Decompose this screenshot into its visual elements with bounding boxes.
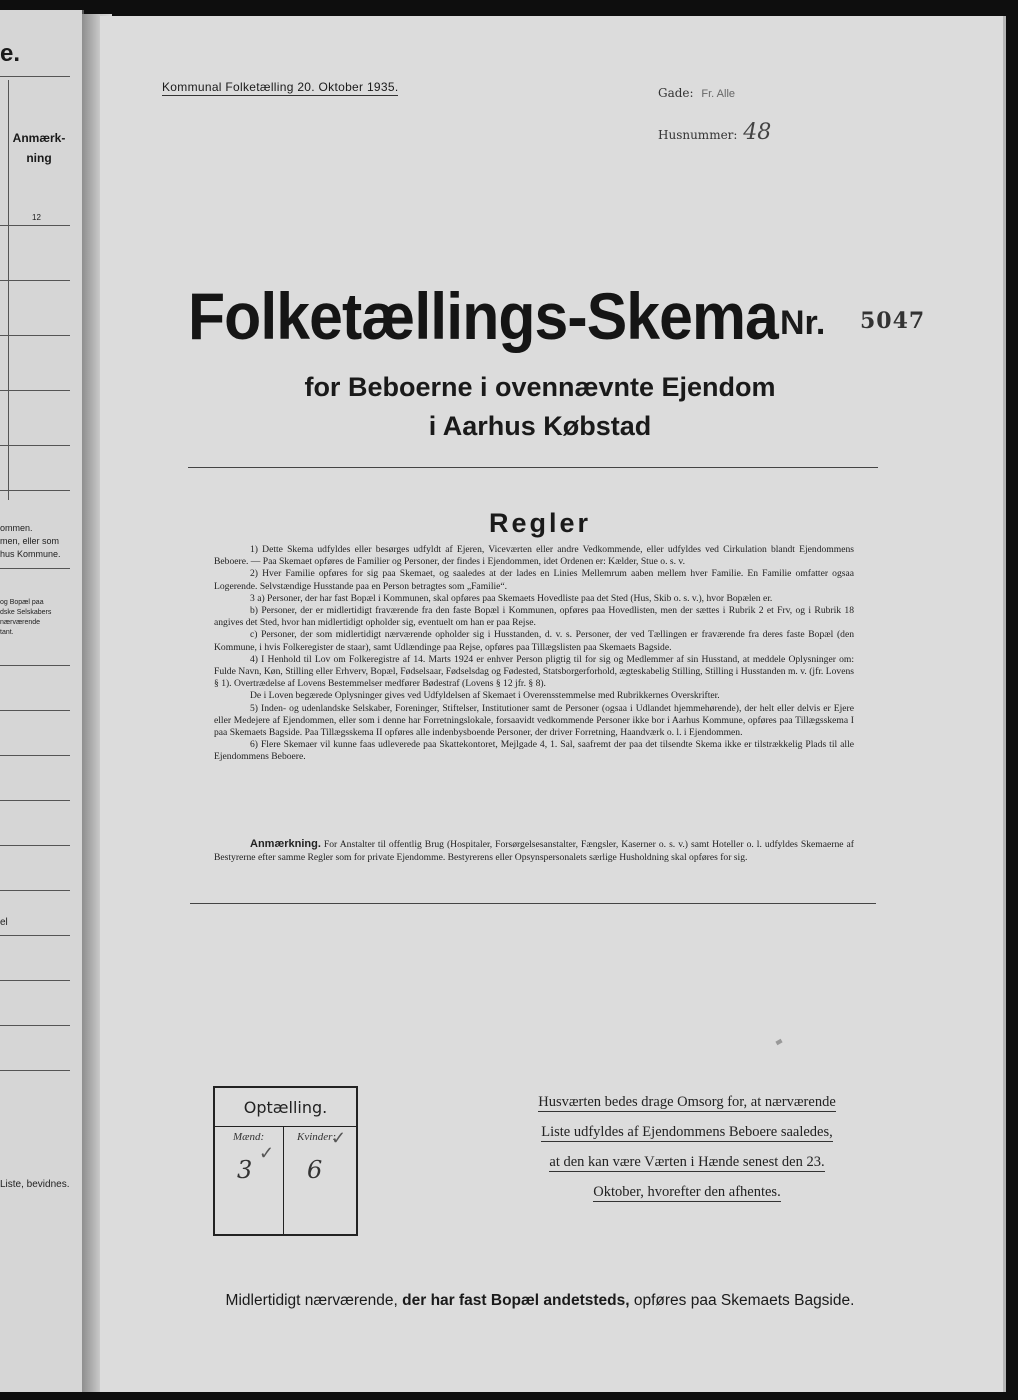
left-page-rule [0,225,70,226]
notice-line: at den kan være Værten i Hænde senest den 23. [549,1154,825,1170]
notice-line: Husværten bedes drage Omsorg for, at nærværende [538,1094,836,1110]
rule-paragraph: De i Loven begærede Oplysninger gives ved Udfyldelsen af Skemaet i Overensstemmelse med Rubrikkernes Overskrifter. [250,690,720,702]
maend-count: 3 [237,1156,253,1184]
left-page-rule [0,1070,70,1071]
left-page-column-number: 12 [32,213,41,222]
subtitle-aarhus: i Aarhus Købstad [428,411,652,441]
left-page-column-title: Anmærk- ning [12,131,66,165]
subtitle-beboerne: for Beboerne i ovennævnte Ejendom [304,372,776,402]
left-page-rule [0,445,70,446]
gade-field [658,86,735,100]
left-page-rule [0,76,70,77]
rule-paragraph: c) Personer, der som midlertidigt nærværende opholder sig i Husstanden, d. v. s. Personer, der ved Tællingen er fraværende fra deres faste Bopæl (den Kommune, i hvis Folkeregister de staar), samt Udlændinge paa Rejse, opføres paa Tillægslisten paa Skemaets Bagside. [214,629,854,653]
left-page-rule [0,490,70,491]
left-page-rule [0,710,70,711]
maend-label: Mænd: [233,1131,265,1143]
left-page-note: Liste, bevidnes. [0,1179,70,1190]
left-page-rule [0,980,70,981]
gade-label: Gade: [658,86,694,100]
nr-label: Nr. [780,304,826,342]
bottom-note-part: opføres paa Skemaets Bagside. [633,1292,855,1309]
left-page-rule [0,935,70,936]
optaelling-title: Optælling. [243,1098,328,1117]
rule-paragraph: 5) Inden- og udenlandske Selskaber, Foreninger, Stiftelser, Institutioner samt de Personer (ogsaa i Udlandet hjemmehørende), der helt eller delvis er Ejere eller Medejere af Ejendommen, eller som i denne har Forretningslokale, forsaavidt vedkommende Personer ikke bor i Aarhus Kommune, opføres paa Tillægsskema I paa Skemaets Bagside. Paa Tillægsskema II opføres alle indenbysboende Personer, der driver Forretning, Haandværk o. l. i Ejendommen. [214,702,854,739]
paper-mark [775,1039,782,1045]
divider [190,903,876,904]
left-page-rule [0,335,70,336]
left-page-rule [0,1025,70,1026]
form-title: Folketællings-Skema [188,279,778,353]
rule-paragraph: 4) I Henhold til Lov om Folkeregistre af 14. Marts 1924 er enhver Person pligtig til for sig og Medlemmer af sin Husstand, at meddele Oplysninger om: Fulde Navn, Køn, Stilling eller Erhverv, Bopæl, Fødselsaar, Fødselsdag og Fødested, Statsborgerforhold, ægteskabelig Stilling, Stilling i Husstanden m. v. (jfr. Lovens § 1). Overtrædelse af Lovens Bestemmelser medfører Bødestraf (Lovens § 12 jfr. § 8). [214,653,854,690]
left-page-rule [0,890,70,891]
bottom-note-part: Midlertidigt nærværende, [225,1292,398,1309]
kommunal-header: Kommunal Folketælling 20. Oktober 1935. [162,80,399,94]
kvinder-label: Kvinder: [297,1131,337,1143]
left-page-rule [0,755,70,756]
left-page-rule [0,800,70,801]
kvinder-count: 6 [307,1156,323,1184]
skema-number: 5047 [860,308,926,334]
rule-paragraph: 3 a) Personer, der har fast Bopæl i Kommunen, skal opføres paa Skemaets Hovedliste paa det Sted (Hus, Skib o. s. v.), hvor Bopælen er. [250,592,773,604]
optaelling-box [213,1086,358,1236]
left-page-note: og Bopæl paa dske Selskabers nærværende tant. [0,599,52,636]
notice-line: Liste udfyldes af Ejendommens Beboere saaledes, [541,1124,833,1140]
left-page-header-fragment: e. [0,40,21,67]
regler-text [214,544,854,764]
divider [188,467,878,468]
check-icon: ✓ [331,1128,347,1148]
husnummer-label: Husnummer: [658,128,738,142]
rule-paragraph: 2) Hver Familie opføres for sig paa Skemaet, og saaledes at der lades en Linies Mellemrum aaben mellem hver Familie. En Familie omfatter ogsaa Logerende. Selvstændige Husstande paa en Person betragtes som „Familie“. [214,568,854,592]
optaelling-column-divider [283,1126,284,1234]
optaelling-divider [215,1126,356,1127]
notice-line: Oktober, hvorefter den afhentes. [593,1184,781,1200]
husnummer-field [658,120,771,145]
left-page-note: el [0,917,8,928]
anmaerkning-note [214,838,854,864]
check-icon: ✓ [259,1143,275,1163]
gade-value: Fr. Alle [701,88,736,100]
rule-paragraph: 1) Dette Skema udfyldes eller besørges udfyldt af Ejeren, Viceværten eller andre Vedkommende, eller udfyldes ved Cirkulation blandt Ejendommens Beboere. — Paa Skemaet opføres de Familier og Personer, der findes i Ejendommen, idet Ordenen er: Kælder, Stue o. s. v. [214,544,854,568]
left-page-rule [0,665,70,666]
bottom-note [100,1292,980,1310]
rule-paragraph: b) Personer, der er midlertidigt fraværende fra den faste Bopæl i Kommunen, opføres paa Hovedlisten, men der sættes i Rubrik 2 et Frv, og i Rubrik 18 angives det Sted, hvor han midlertidigt opholder sig, eventuelt om han er paa Rejse. [214,605,854,629]
left-page-rule [0,568,70,569]
husvaerten-notice [512,1094,862,1214]
left-page-rule [0,845,70,846]
rule-paragraph: 6) Flere Skemaer vil kunne faas udleverede paa Skattekontoret, Mejlgade 4, 1. Sal, saafremt der paa det tilsendte Skema ikke er tilstrækkelig Plads til alle Ejendommens Beboere. [214,739,854,763]
adjacent-left-page [0,10,84,1392]
left-page-rule [0,280,70,281]
anmaerkning-text: For Anstalter til offentlig Brug (Hospitaler, Forsørgelsesanstalter, Fængsler, Kaserner o. s. v.) samt Hoteller o. l. udfyldes Skemaerne af Bestyrerne efter samme Regler som for private Ejendomme. Bestyrerens eller Opsynspersonalets særlige Husholdning skal opføres for sig. [214,839,854,863]
husnummer-value: 48 [743,120,772,145]
bottom-note-emphasis: der har fast Bopæl andetsteds, [402,1292,630,1309]
regler-heading: Regler [488,508,592,538]
anmaerkning-label: Anmærkning. [250,838,321,850]
left-page-note: ommen. men, eller som hus Kommune. [0,523,61,559]
left-page-column-line [8,80,9,500]
census-form-page [100,16,1006,1392]
left-page-rule [0,390,70,391]
